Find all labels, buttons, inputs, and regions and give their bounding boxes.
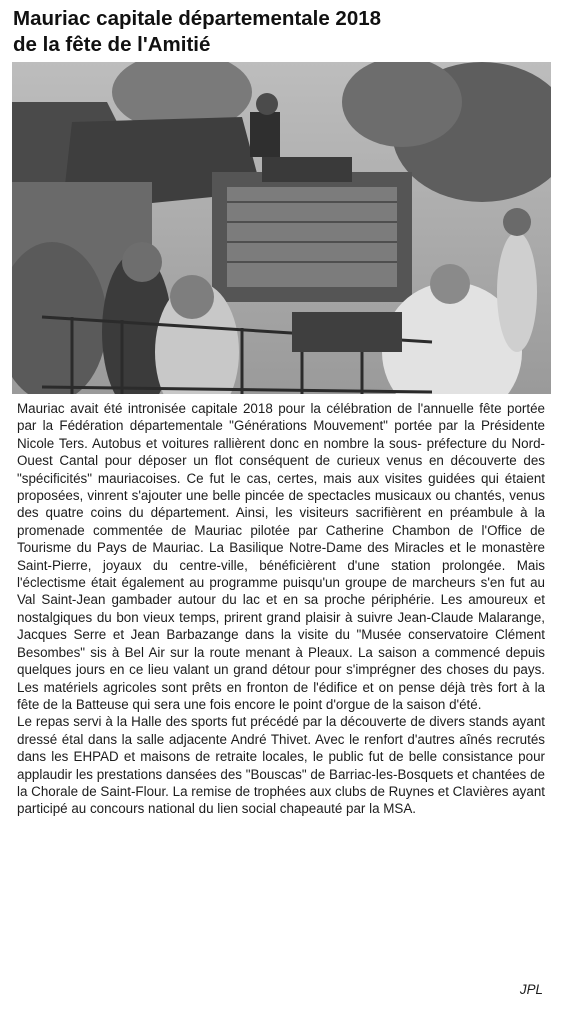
article-body xyxy=(17,400,545,818)
article-signature: JPL xyxy=(519,982,543,997)
article-paragraph-1: Mauriac avait été intronisée capitale 2018 pour la célébration de l'annuelle fête portée par la Fédération départementale "Générations Mouvement" portée par la Présidente Nicole Ters. Autobus et voitures rallièrent donc en nombre la sous- préfecture du Nord-Ouest Cantal pour déposer un flot conséquent de curieux venus en découverte des "spécificités" mauriacoises. Ce fut le cas, certes, mais aux visites guidées qui étaient proposées, vinrent s'ajouter une belle pincée de spectacles musicaux ou chantés, venus des quatre coins du département. Ainsi, les visiteurs sacrifièrent en préambule à la promenade commentée de Mauriac pilotée par Catherine Chambon de l'Office de Tourisme du Pays de Mauriac. La Basilique Notre-Dame des Miracles et le monastère Saint-Pierre, joyaux du centre-ville, bénéficièrent d'une station prolongée. Mais l'éclectisme était également au programme puisqu'un groupe de marcheurs s'en fut au Val Saint-Jean gambader autour du lac et en sa proche périphérie. Les amoureux et nostalgiques du bon vieux temps, prirent grand plaisir à suivre Jean-Claude Malarange, Jacques Serre et Jean Barbazange dans la visite du "Musée conservatoire Clément Besombes" sis à Bel Air sur la route menant à Pleaux. La saison a commencé depuis quelques jours en ce lieu valant un grand détour pour s'imprégner des choses du pays. Les matériels agricoles sont prêts en fronton de l'édifice et on pense déjà très fort à la fête de la Batteuse qui sera une fois encore le point d'orgue de la saison d'été. xyxy=(17,401,545,712)
article-title-line2: de la fête de l'Amitié xyxy=(13,33,211,56)
photo-image xyxy=(12,62,551,394)
article-title xyxy=(13,6,553,58)
article-photo xyxy=(12,62,551,394)
article-paragraph-2: Le repas servi à la Halle des sports fut précédé par la découverte de divers stands ayant dressé étal dans la salle adjacente André Thivet. Avec le renfort d'autres aînés recrutés dans les EHPAD et maisons de retraite locales, le public fut de belle consistance pour applaudir les prestations dansées des "Bouscas" de Barriac-les-Bosquets et chantées de la Chorale de Saint-Flour. La remise de trophées aux clubs de Ruynes et Clavières ayant participé au concours national du lien social chapeauté par la MSA. xyxy=(17,714,545,817)
article-title-line1: Mauriac capitale départementale 2018 xyxy=(13,7,382,30)
